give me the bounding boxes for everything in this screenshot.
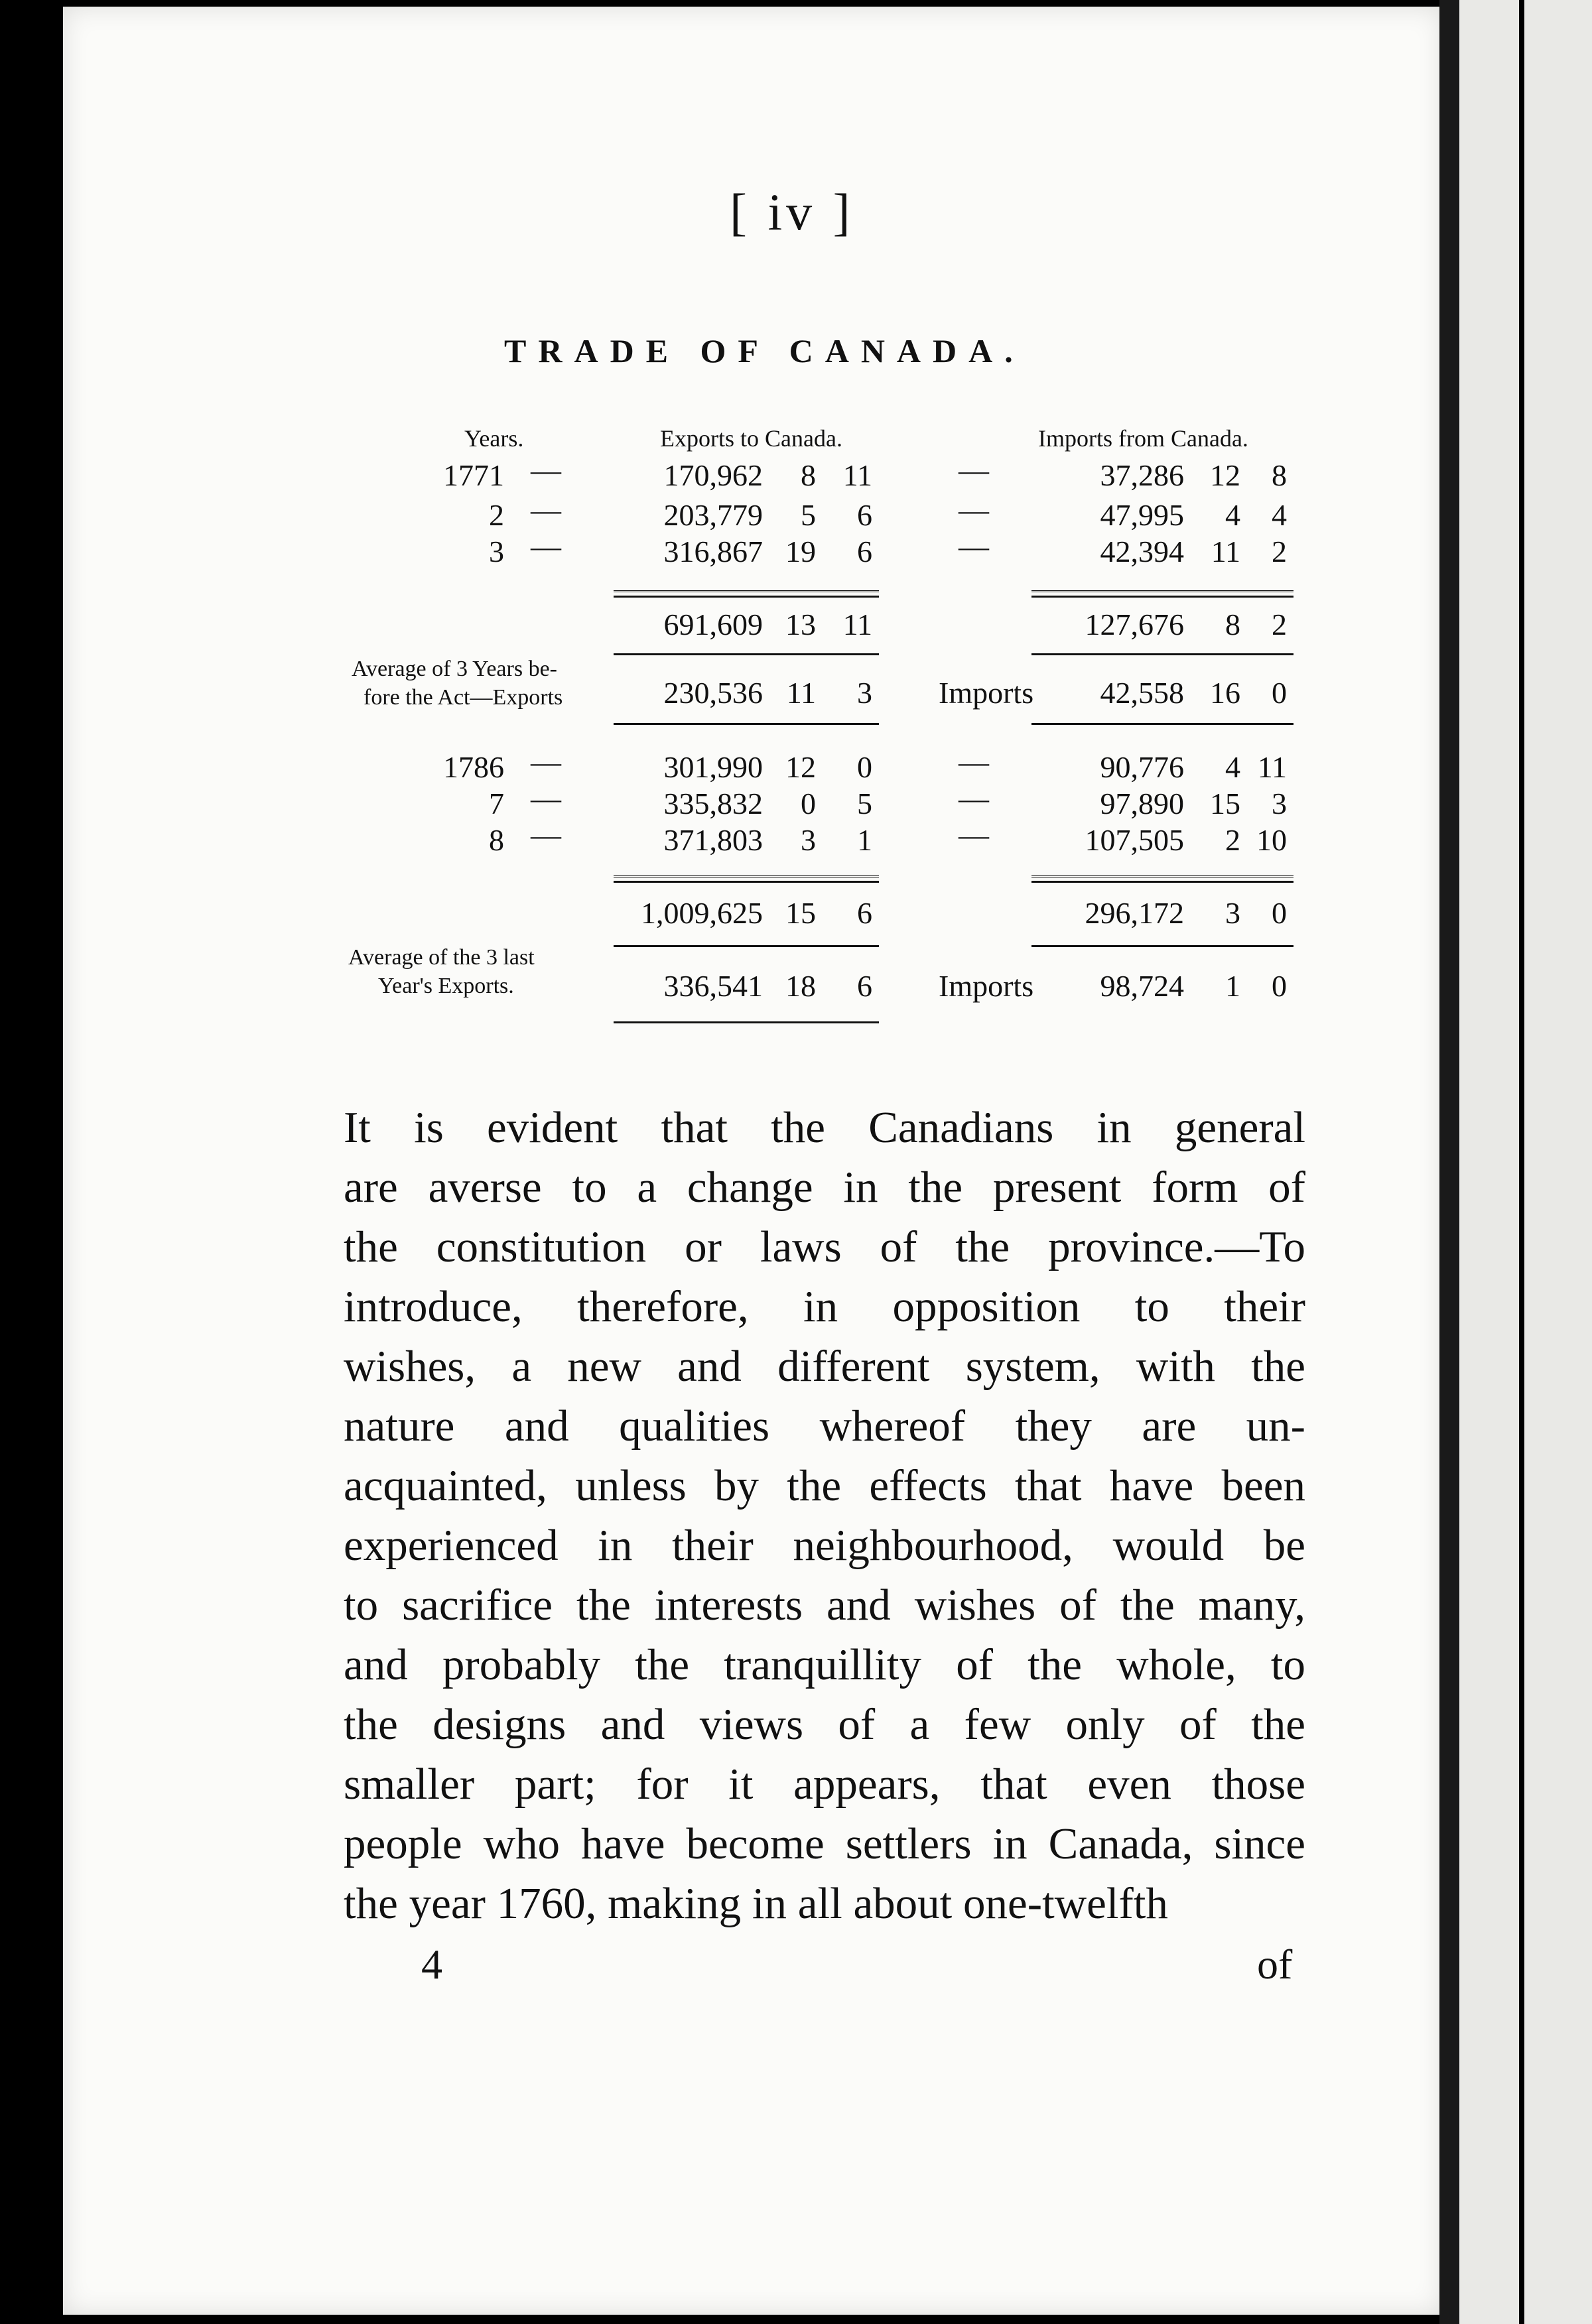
signature-mark: 4: [421, 1941, 442, 1988]
row-export-shillings: 19: [785, 535, 816, 568]
row-export-shillings: 12: [785, 750, 816, 784]
row-export-pence: 5: [857, 787, 872, 820]
total-export-pounds: 1,009,625: [641, 896, 763, 930]
total-export-pounds: 230,536: [663, 676, 763, 710]
row-dash: —: [959, 453, 989, 487]
sum-rule-exports-2: [614, 875, 879, 883]
row-dash: —: [959, 745, 989, 779]
total-import-pence: 0: [1272, 676, 1287, 710]
row-year: 8: [489, 823, 504, 857]
avg2-label-line1: Average of the 3 last: [348, 945, 535, 970]
table-title: TRADE OF CANADA.: [504, 332, 1025, 369]
row-dash: —: [531, 781, 561, 815]
row-import-pounds: 42,394: [1100, 535, 1184, 568]
prose-line: and probably the tranquillity of the whole, to: [344, 1640, 1305, 1689]
rule-under-total-imports-1: [1031, 653, 1294, 655]
row-import-shillings: 11: [1211, 535, 1240, 568]
row-export-pounds: 203,779: [663, 498, 763, 532]
prose-line: wishes, a new and different system, with the: [344, 1342, 1305, 1391]
page-gutter: [1439, 0, 1459, 2324]
row-dash: —: [531, 453, 561, 487]
rule-under-total-exports-2: [614, 945, 879, 947]
total-import-shillings: 1: [1225, 969, 1240, 1003]
catchword: of: [1257, 1941, 1293, 1988]
sum-rule-imports-2: [1031, 875, 1294, 883]
imports-label: Imports: [939, 676, 1034, 710]
row-dash: —: [531, 818, 561, 852]
row-dash: —: [959, 781, 989, 815]
row-import-pence: 3: [1272, 787, 1287, 820]
row-import-pounds: 90,776: [1100, 750, 1184, 784]
total-export-pence: 6: [857, 969, 872, 1003]
prose-line: It is evident that the Canadians in general: [344, 1103, 1305, 1152]
row-export-pence: 11: [842, 458, 872, 492]
row-dash: —: [531, 529, 561, 563]
prose-line: smaller part; for it appears, that even those: [344, 1760, 1305, 1809]
prose-line: acquainted, unless by the effects that have been: [344, 1461, 1305, 1510]
adjacent-page-edge: [1459, 0, 1592, 2324]
row-import-pounds: 97,890: [1100, 787, 1184, 820]
rule-under-avg-exports-2: [614, 1021, 879, 1023]
row-export-pence: 0: [857, 750, 872, 784]
row-import-pence: 10: [1256, 823, 1287, 857]
prose-line: the year 1760, making in all about one-twelfth: [344, 1879, 1168, 1928]
row-dash: —: [959, 493, 989, 527]
total-import-pence: 0: [1272, 969, 1287, 1003]
row-export-pounds: 335,832: [663, 787, 763, 820]
total-import-pounds: 296,172: [1085, 896, 1184, 930]
row-year: 7: [489, 787, 504, 820]
page-number: [ iv ]: [730, 183, 854, 241]
row-export-pence: 6: [857, 535, 872, 568]
rule-under-avg-imports-1: [1031, 723, 1294, 725]
total-export-shillings: 18: [785, 969, 816, 1003]
prose-line: to sacrifice the interests and wishes of the many,: [344, 1581, 1305, 1630]
total-import-shillings: 16: [1210, 676, 1240, 710]
row-dash: —: [959, 529, 989, 563]
row-import-shillings: 2: [1225, 823, 1240, 857]
row-export-pounds: 371,803: [663, 823, 763, 857]
prose-line: the designs and views of a few only of the: [344, 1700, 1305, 1749]
row-export-shillings: 0: [801, 787, 816, 820]
prose-line: nature and qualities whereof they are un-: [344, 1401, 1305, 1451]
total-export-shillings: 11: [786, 676, 816, 710]
header-exports: Exports to Canada.: [660, 425, 842, 452]
total-import-pence: 0: [1272, 896, 1287, 930]
row-export-pence: 6: [857, 498, 872, 532]
row-export-pence: 1: [857, 823, 872, 857]
prose-line: are averse to a change in the present form of: [344, 1163, 1305, 1212]
avg2-label-line2: Year's Exports.: [378, 974, 514, 998]
total-import-pence: 2: [1272, 608, 1287, 641]
row-import-pounds: 37,286: [1100, 458, 1184, 492]
total-import-pounds: 98,724: [1100, 969, 1184, 1003]
avg1-label-line1: Average of 3 Years be-: [352, 657, 557, 681]
row-export-shillings: 5: [801, 498, 816, 532]
sum-rule-exports-1: [614, 590, 879, 598]
row-export-shillings: 8: [801, 458, 816, 492]
row-import-shillings: 12: [1210, 458, 1240, 492]
sum-rule-imports-1: [1031, 590, 1294, 598]
row-dash: —: [531, 493, 561, 527]
row-import-shillings: 4: [1225, 498, 1240, 532]
row-import-pence: 8: [1272, 458, 1287, 492]
prose-line: introduce, therefore, in opposition to their: [344, 1282, 1305, 1331]
total-export-pence: 6: [857, 896, 872, 930]
total-export-pounds: 336,541: [663, 969, 763, 1003]
row-export-pounds: 301,990: [663, 750, 763, 784]
row-export-shillings: 3: [801, 823, 816, 857]
row-export-pounds: 316,867: [663, 535, 763, 568]
total-import-pounds: 127,676: [1085, 608, 1184, 641]
row-year: 2: [489, 498, 504, 532]
total-import-pounds: 42,558: [1100, 676, 1184, 710]
rule-under-avg-exports-1: [614, 723, 879, 725]
row-import-pounds: 107,505: [1085, 823, 1184, 857]
total-import-shillings: 8: [1225, 608, 1240, 641]
avg1-label-line2: fore the Act—Exports: [364, 685, 563, 710]
total-export-shillings: 13: [785, 608, 816, 641]
total-import-shillings: 3: [1225, 896, 1240, 930]
row-year: 3: [489, 535, 504, 568]
row-import-pence: 11: [1257, 750, 1287, 784]
rule-under-total-exports-1: [614, 653, 879, 655]
body-text: [344, 1098, 1305, 1933]
header-years: Years.: [464, 425, 524, 452]
rule-under-total-imports-2: [1031, 945, 1294, 947]
total-export-shillings: 15: [785, 896, 816, 930]
row-import-pence: 4: [1272, 498, 1287, 532]
prose-line: people who have become settlers in Canada, since: [344, 1819, 1305, 1868]
imports-label: Imports: [939, 969, 1034, 1003]
total-export-pence: 11: [842, 608, 872, 641]
row-year: 1771: [443, 458, 504, 492]
row-import-shillings: 4: [1225, 750, 1240, 784]
row-import-shillings: 15: [1210, 787, 1240, 820]
row-dash: —: [531, 745, 561, 779]
row-export-pounds: 170,962: [663, 458, 763, 492]
binding-stripe: [1519, 0, 1524, 2324]
total-export-pence: 3: [857, 676, 872, 710]
row-import-pounds: 47,995: [1100, 498, 1184, 532]
row-import-pence: 2: [1272, 535, 1287, 568]
row-dash: —: [959, 818, 989, 852]
total-export-pounds: 691,609: [663, 608, 763, 641]
header-imports: Imports from Canada.: [1038, 425, 1248, 452]
prose-line: experienced in their neighbourhood, would be: [344, 1521, 1305, 1570]
row-year: 1786: [443, 750, 504, 784]
prose-line: the constitution or laws of the province.—To: [344, 1222, 1305, 1271]
